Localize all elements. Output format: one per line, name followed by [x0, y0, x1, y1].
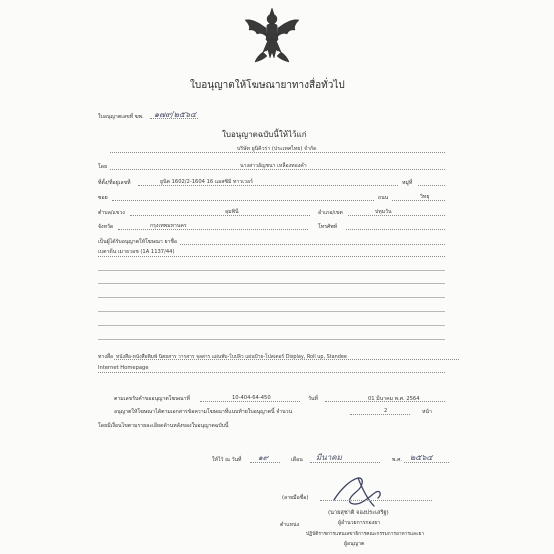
media-value: หนังสือ-หนังสือพิมพ์ นิตยสาร วารสาร จุลสาร แผ่นพับ-ใบปลิว แผ่นป้าย-โปสเตอร์ Display, Roll up, Standee — [116, 354, 347, 360]
position-line-1: ผู้อำนวยการกองยา — [338, 520, 381, 526]
license-number-label: ใบอนุญาตเลขที่ ฆพ. — [98, 114, 144, 120]
receipt-value: 10-404-64-450 — [232, 395, 271, 401]
road-label: ถนน — [378, 195, 389, 201]
signature-icon — [328, 470, 390, 510]
given-month: มีนาคม — [316, 453, 342, 462]
drug-name: เบตาดีน เมาธวอช (1A 1137/44) — [98, 249, 175, 255]
document-subtitle: ใบอนุญาตฉบับนี้ให้ไว้แก่ — [222, 130, 307, 139]
media-value-2: Internet Homepage — [98, 365, 149, 371]
license-number-value: ๑๗๙/๒๕๖๔ — [154, 110, 197, 119]
given-day: ๑๙ — [258, 453, 269, 462]
receipt-date-label: วันที่ — [308, 396, 318, 402]
district-label: อำเภอ/เขต — [318, 210, 343, 216]
province-label: จังหวัด — [98, 224, 114, 230]
phone-label: โทรศัพท์ — [318, 224, 338, 230]
receipt-date: 01 มีนาคม พ.ศ. 2564 — [368, 396, 420, 402]
media-label: ทางสื่อ — [98, 354, 114, 360]
pages-value: 2 — [384, 408, 388, 414]
position-line-3: ผู้อนุญาต — [344, 541, 365, 547]
garuda-emblem-icon — [243, 6, 301, 66]
signer-name: (นายสุชาติ จองประเสริฐ) — [328, 510, 389, 516]
year-label: พ.ศ. — [392, 457, 403, 463]
given-year: ๒๕๖๔ — [410, 453, 433, 462]
note-text: โดยมีเงื่อนไขตามรายละเอียดด้านหลังของใบอนุญาตฉบับนี้ — [98, 423, 229, 429]
condition-text: อนุญาตให้โฆษณาได้ตามเอกสารข้อความโฆษณาที่แนบท้ายใบอนุญาตนี้ จำนวน — [114, 409, 293, 415]
given-label: ให้ไว้ ณ วันที่ — [212, 457, 242, 463]
district-value: ปทุมวัน — [375, 209, 392, 215]
by-label: โดย — [98, 164, 108, 170]
document-title: ใบอนุญาตให้โฆษณายาทางสื่อทั่วไป — [190, 80, 345, 91]
receipt-label: ตามเลขรับคำขออนุญาตโฆษณาที่ — [114, 396, 190, 402]
month-label: เดือน — [291, 457, 303, 463]
address-label: ที่ตั้ง/ที่อยู่เลขที่ — [98, 180, 131, 186]
by-value: นางสาวอัญชนา เหลืองทองคำ — [240, 163, 307, 169]
soi-label: ซอย — [98, 195, 108, 201]
province-value: กรุงเทพมหานคร — [150, 223, 187, 229]
address-value: ยูนิต 1602/2-1604 16 แอสซิมิ ทาวเวอร์ — [160, 179, 253, 185]
position-label: ตำแหน่ง — [280, 522, 300, 528]
signature-label: (ลายมือชื่อ) — [282, 495, 309, 501]
subdistrict-value: ลุมพินี — [225, 209, 239, 215]
position-line-2: ปฏิบัติราชการแทนเลขาธิการคณะกรรมการอาหารและยา — [306, 532, 425, 537]
pages-unit: หน้า — [422, 409, 432, 415]
moo-label: หมู่ที่ — [402, 180, 413, 186]
subdistrict-label: ตำบล/แขวง — [98, 210, 125, 216]
company-name: บริษัท ยูนิคิวร่า (ประเทศไทย) จำกัด — [237, 146, 317, 152]
road-value: วิทยุ — [420, 194, 430, 200]
permit-label: เป็นผู้ได้รับอนุญาตให้โฆษณา ยาชื่อ — [98, 239, 178, 245]
